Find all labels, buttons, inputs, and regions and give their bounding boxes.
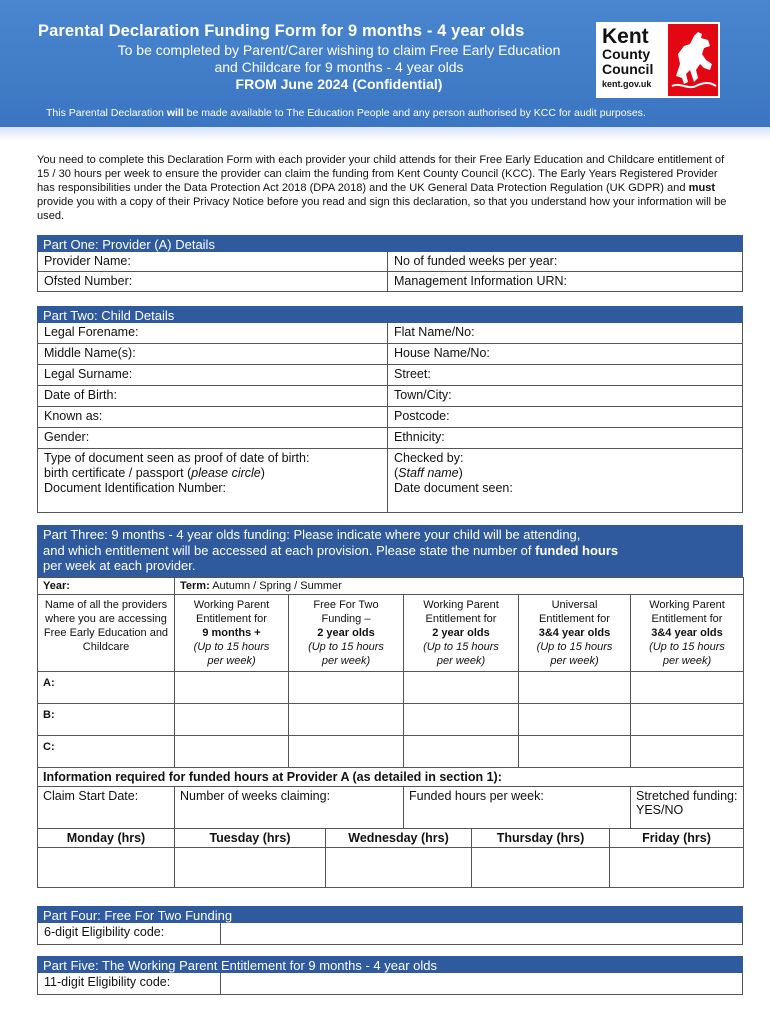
entitlement-header-row (38, 595, 744, 672)
part-four-row (37, 923, 743, 945)
col3-l2: Entitlement for (425, 613, 497, 625)
intro-must: must (688, 182, 716, 194)
doc-type-pre: birth certificate / passport ( (44, 466, 192, 480)
table-cell[interactable] (519, 736, 631, 768)
audit-notice (46, 107, 646, 119)
header-subtitle (84, 42, 594, 93)
part-four-heading: Part Four: Free For Two Funding (37, 906, 743, 923)
col4-i1: (Up to 15 hours (536, 641, 613, 653)
funded-hours-field[interactable]: Funded hours per week: (404, 787, 631, 829)
col-header-5 (631, 595, 744, 672)
col5-l2: Entitlement for (651, 613, 723, 625)
table-row (38, 704, 744, 736)
p3-heading-line-3: per week at each provider. (43, 558, 196, 573)
col5-b: 3&4 year olds (651, 627, 723, 639)
thursday-hours-field[interactable] (472, 848, 610, 888)
p3-heading-line-1: Part Three: 9 months - 4 year olds funding: Please indicate where your child will be attending, (43, 527, 581, 542)
table-cell[interactable] (631, 736, 744, 768)
term-field[interactable] (175, 578, 744, 595)
child-row-4 (37, 386, 743, 407)
subtitle-line-3: FROM June 2024 (Confidential) (235, 76, 443, 92)
days-value-row (38, 848, 744, 888)
eleven-digit-code-input[interactable] (221, 973, 742, 994)
col2-l1: Free For Two (313, 599, 379, 611)
table-cell[interactable] (289, 704, 404, 736)
col5-i2: per week) (662, 655, 712, 667)
audit-text-bold: will (166, 107, 184, 119)
table-row (38, 672, 744, 704)
col3-i1: (Up to 15 hours (423, 641, 499, 653)
town-field[interactable]: Town/City: (394, 388, 452, 402)
table-cell[interactable] (519, 672, 631, 704)
logo-county: County (602, 46, 651, 62)
daily-hours-table (37, 829, 744, 888)
col1-l2: Entitlement for (196, 613, 267, 625)
provider-name-field[interactable]: Provider Name: (38, 252, 388, 271)
header-fade (0, 127, 770, 141)
info-required-row (38, 768, 744, 787)
col3-b: 2 year olds (432, 627, 490, 639)
col4-l1: Universal (551, 599, 598, 611)
dob-field[interactable]: Date of Birth: (38, 386, 388, 406)
audit-text-pre: This Parental Declaration (46, 107, 167, 119)
col-header-2 (289, 595, 404, 672)
yes-no-label: YES/NO (636, 803, 684, 817)
ofsted-number-field[interactable]: Ofsted Number: (38, 272, 388, 291)
six-digit-code-label: 6-digit Eligibility code: (38, 923, 221, 944)
middle-names-field[interactable]: Middle Name(s): (38, 344, 388, 364)
child-row-2 (37, 344, 743, 365)
col3-i2: per week) (436, 655, 486, 667)
subtitle-line-1: To be completed by Parent/Carer wishing to claim Free Early Education (117, 42, 561, 58)
street-field[interactable]: Street: (394, 367, 431, 381)
doc-id-label: Document Identification Number: (44, 481, 227, 495)
page-title: Parental Declaration Funding Form for 9 months - 4 year olds (38, 22, 525, 40)
col2-i2: per week) (321, 655, 371, 667)
intro-paragraph (37, 153, 737, 223)
part-one-heading: Part One: Provider (A) Details (37, 235, 743, 252)
logo-wordmark (602, 26, 664, 90)
child-row-1 (37, 323, 743, 344)
gender-field[interactable]: Gender: (38, 428, 388, 448)
table-cell[interactable] (519, 704, 631, 736)
col5-i1: (Up to 15 hours (649, 641, 725, 653)
col1-i1: (Up to 15 hours (193, 641, 270, 653)
part-three-heading (37, 525, 743, 577)
part-five-row (37, 973, 743, 995)
col1-b: 9 months + (202, 627, 261, 639)
part-two-section (37, 306, 743, 513)
provider-a-label[interactable]: A: (38, 672, 175, 704)
staff-name-pre: ( (394, 466, 399, 480)
table-cell[interactable] (404, 736, 519, 768)
postcode-field[interactable]: Postcode: (394, 409, 450, 423)
child-row-7 (37, 449, 743, 513)
table-cell[interactable] (289, 672, 404, 704)
col4-i2: per week) (550, 655, 599, 667)
part-five-heading: Part Five: The Working Parent Entitlement for 9 months - 4 year olds (37, 956, 743, 973)
table-cell[interactable] (631, 704, 744, 736)
col5-l1: Working Parent (649, 599, 725, 611)
part-one-section (37, 235, 743, 292)
ethnicity-field[interactable]: Ethnicity: (394, 430, 445, 444)
provider-c-label[interactable]: C: (38, 736, 175, 768)
doc-type-post: ) (260, 466, 265, 480)
provider-a-hours-table (37, 768, 744, 829)
table-cell[interactable] (404, 672, 519, 704)
friday-header: Friday (hrs) (610, 829, 744, 848)
weeks-claiming-field[interactable]: Number of weeks claiming: (175, 787, 404, 829)
col2-l2: Funding – (321, 613, 371, 625)
providers-column-header: Name of all the providers where you are accessing Free Early Education and Childcare (38, 595, 175, 672)
doc-type-line-2 (44, 466, 381, 481)
child-row-5 (37, 407, 743, 428)
p3-heading-bold: funded hours (535, 542, 619, 558)
logo-kent: Kent (602, 25, 649, 48)
checked-by-label: Checked by: (394, 451, 464, 465)
p3-heading-line-2 (43, 543, 737, 559)
doc-type-field[interactable] (38, 449, 388, 512)
staff-name-post: ) (458, 466, 463, 480)
white-horse-icon (668, 24, 718, 96)
header-banner (0, 0, 770, 135)
col-header-3 (404, 595, 519, 672)
intro-text-1: You need to complete this Declaration Form with each provider your child attends for their Free Early Education and Childcare entitlement of 15 / 30 hours per week to ensure the provider can claim the funding from Kent County Council (KCC). The Early Years Registered Provider has responsibilities under the Data Protection Act 2018 (DPA 2018) and the UK General Data Protection Regulation (UK GDPR) and (37, 154, 725, 194)
table-cell[interactable] (175, 704, 289, 736)
logo-council: Council (602, 61, 654, 77)
doc-type-italic: please circle (191, 466, 261, 480)
p3-heading-pre: and which entitlement will be accessed at each provision. Please state the number of (43, 542, 536, 558)
intro-text-2: provide you with a copy of their Privacy Notice before you read and sign this declaration, so that you understand how your information will be used. (37, 196, 727, 222)
part-three-section (37, 525, 743, 888)
term-label: Term: (180, 580, 210, 592)
col2-b: 2 year olds (317, 627, 375, 639)
claim-row (38, 787, 744, 829)
funding-table (37, 577, 744, 768)
info-required-label: Information required for funded hours at Provider A (as detailed in section 1): (38, 768, 744, 787)
col2-i1: (Up to 15 hours (308, 641, 384, 653)
col1-i2: per week) (207, 655, 256, 667)
term-value: Autumn / Spring / Summer (209, 580, 342, 592)
year-term-row (38, 578, 744, 595)
tuesday-hours-field[interactable] (175, 848, 326, 888)
checked-by-field[interactable] (388, 449, 742, 512)
part-one-row-1 (37, 252, 743, 272)
provider-b-label[interactable]: B: (38, 704, 175, 736)
table-cell[interactable] (175, 736, 289, 768)
stretched-funding-field[interactable] (631, 787, 744, 829)
legal-surname-field[interactable]: Legal Surname: (38, 365, 388, 385)
table-cell[interactable] (631, 672, 744, 704)
table-cell[interactable] (404, 704, 519, 736)
monday-header: Monday (hrs) (38, 829, 175, 848)
logo-url: kent.gov.uk (602, 79, 652, 89)
col1-l1: Working Parent (193, 599, 270, 611)
col4-l2: Entitlement for (539, 613, 610, 625)
kcc-logo (596, 22, 720, 98)
doc-type-line-1: Type of document seen as proof of date of birth: (44, 451, 310, 465)
date-seen-label: Date document seen: (394, 481, 513, 495)
col-header-4 (519, 595, 631, 672)
child-row-3 (37, 365, 743, 386)
thursday-header: Thursday (hrs) (472, 829, 610, 848)
legal-forename-field[interactable]: Legal Forename: (38, 323, 388, 343)
part-five-section (37, 956, 743, 995)
subtitle-line-2: and Childcare for 9 months - 4 year olds (214, 59, 464, 75)
table-cell[interactable] (289, 736, 404, 768)
tuesday-header: Tuesday (hrs) (175, 829, 326, 848)
monday-hours-field[interactable] (38, 848, 175, 888)
part-one-row-2 (37, 272, 743, 292)
wednesday-header: Wednesday (hrs) (326, 829, 472, 848)
year-field[interactable]: Year: (38, 578, 175, 595)
stretched-label: Stretched funding: (636, 789, 738, 803)
eleven-digit-code-label: 11-digit Eligibility code: (38, 973, 221, 994)
wednesday-hours-field[interactable] (326, 848, 472, 888)
flat-field[interactable]: Flat Name/No: (394, 325, 475, 339)
staff-name-label (394, 466, 736, 481)
col4-b: 3&4 year olds (538, 627, 611, 639)
house-field[interactable]: House Name/No: (394, 346, 490, 360)
funded-weeks-field[interactable]: No of funded weeks per year: (394, 254, 558, 268)
friday-hours-field[interactable] (610, 848, 744, 888)
mi-urn-field[interactable]: Management Information URN: (394, 274, 567, 288)
col-header-1 (175, 595, 289, 672)
part-four-section (37, 906, 743, 945)
six-digit-code-input[interactable] (221, 923, 742, 944)
child-row-6 (37, 428, 743, 449)
audit-text-post: be made available to The Education People and any person authorised by KCC for audit purposes. (183, 107, 646, 119)
col3-l1: Working Parent (423, 599, 499, 611)
part-two-heading: Part Two: Child Details (37, 306, 743, 323)
days-header-row (38, 829, 744, 848)
claim-start-field[interactable]: Claim Start Date: (38, 787, 175, 829)
table-cell[interactable] (175, 672, 289, 704)
known-as-field[interactable]: Known as: (38, 407, 388, 427)
staff-name-italic: Staff name (398, 466, 459, 480)
table-row (38, 736, 744, 768)
